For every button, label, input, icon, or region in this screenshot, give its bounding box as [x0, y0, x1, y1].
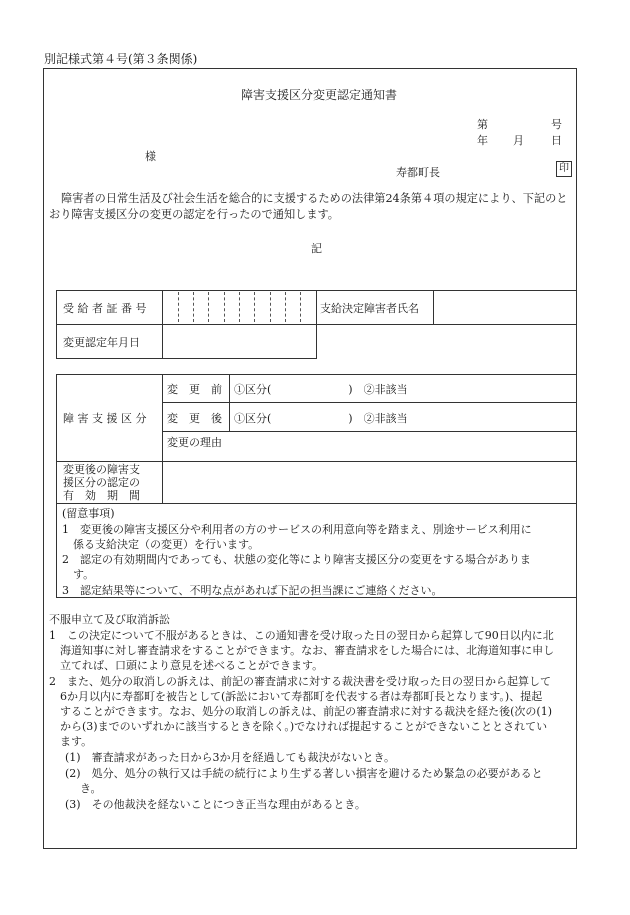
validity-label-2: 援区分の認定の: [63, 476, 140, 489]
appeal-p2-line3: することができます。なお、処分の取消しの訴えは、前記の審査請求に対する裁決を経た後(次の(1): [60, 705, 552, 718]
notes-heading: (留意事項): [62, 507, 115, 520]
date-year: 年: [477, 134, 488, 147]
decision-name-label: 支給決定障害者氏名: [320, 302, 419, 315]
ki-heading: 記: [311, 242, 322, 255]
option-before: ①区分( ) ②非該当: [234, 383, 408, 396]
appeal-p1-line3: 立てれば、口頭により意見を述べることができます。: [60, 659, 324, 672]
appeal-p2-line2: 6か月以内に寿都町を被告として(訴訟において寿都町を代表する者は寿都町長となります。)、提起: [60, 690, 543, 703]
appeal-sub-1: (1) 審査請求があった日から3か月を経過しても裁決がないとき。: [65, 751, 396, 764]
appeal-sub-2: (2) 処分、処分の執行又は手続の続行により生ずる著しい損害を避けるため緊急の必要があると: [65, 767, 543, 780]
document-title: 障害支援区分変更認定通知書: [241, 88, 398, 102]
recipient-number-label: 受 給 者 証 番 号: [63, 302, 147, 315]
change-date-label: 変更認定年月日: [63, 336, 140, 349]
appeal-sub-3: (3) その他裁決を経ないことにつき正当な理由があるとき。: [65, 798, 366, 811]
reason-label: 変更の理由: [167, 436, 222, 449]
number-dai: 第: [477, 118, 488, 131]
appeal-p1-line1: 1 この決定について不服があるときは、この通知書を受け取った日の翌日から起算して90日以内に北: [49, 629, 554, 642]
appeal-sub-2-cont: き。: [80, 782, 102, 795]
after-label: 変 更 後: [167, 412, 222, 425]
before-label: 変 更 前: [167, 383, 222, 396]
appeal-p2-line5: ます。: [60, 735, 93, 748]
date-day: 日: [551, 134, 562, 147]
addressee-suffix: 様: [145, 150, 156, 163]
appeal-p2-line4: から(3)までのいずれかに該当するときを除く。)でなければ提起することができないこととされてい: [60, 720, 548, 733]
note-3: 3 認定結果等について、不明な点があれば下記の担当課にご連絡ください。: [62, 584, 443, 597]
seal-mark: 印: [556, 161, 572, 177]
validity-label-3: 有 効 期 間: [63, 489, 140, 502]
note-1: 1 変更後の障害支援区分や利用者の方のサービスの利用意向等を踏まえ、別途サービス利用に: [62, 523, 532, 536]
validity-label-1: 変更後の障害支: [63, 463, 140, 476]
body-paragraph: 障害者の日常生活及び社会生活を総合的に支援するための法律第24条第４項の規定により、下記のとおり障害支援区分の変更の認定を行ったので通知します。: [49, 192, 568, 221]
appeal-heading: 不服申立て及び取消訴訟: [49, 613, 170, 626]
appeal-p1-line2: 海道知事に対し審査請求をすることができます。なお、審査請求をした場合には、北海道知事に申し: [60, 644, 555, 657]
note-2: 2 認定の有効期間内であっても、状態の変化等により障害支援区分の変更をする場合がありま: [62, 553, 531, 566]
classification-label: 障 害 支 援 区 分: [63, 412, 147, 425]
form-label: 別記様式第４号(第３条関係): [44, 52, 198, 66]
number-go: 号: [551, 118, 562, 131]
sender-name: 寿都町長: [396, 166, 440, 179]
note-2-cont: す。: [73, 568, 95, 581]
note-1-cont: 係る支給決定（の変更）を行います。: [73, 538, 260, 551]
appeal-p2-line1: 2 また、処分の取消しの訴えは、前記の審査請求に対する裁決書を受け取った日の翌日から起算して: [49, 675, 551, 688]
option-after: ①区分( ) ②非該当: [234, 412, 408, 425]
date-month: 月: [513, 134, 524, 147]
